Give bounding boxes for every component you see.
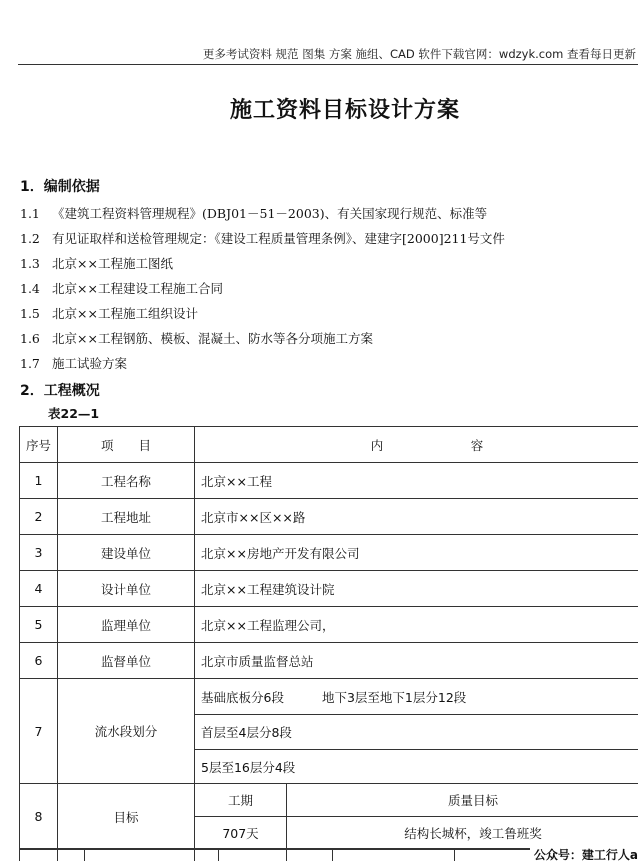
row-item: 目标 — [58, 784, 195, 850]
list-item — [20, 353, 505, 378]
target-quality-header: 质量目标 — [287, 784, 638, 817]
table-row — [20, 784, 638, 817]
item-number: 1.6 — [20, 328, 52, 350]
flow-section-line-3: 5层至16层分4段 — [195, 750, 638, 784]
item-text: 北京××工程建设工程施工合同 — [52, 281, 223, 296]
item-text: 有见证取样和送检管理规定：《建设工程质量管理条例》、建建字[2000]211号文件 — [52, 231, 505, 246]
list-item — [20, 253, 505, 278]
page-title: 施工资料目标设计方案 — [0, 93, 638, 124]
item-text: 北京××工程钢筋、模板、混凝土、防水等各分项施工方案 — [52, 331, 373, 346]
item-number: 1.2 — [20, 228, 52, 250]
flow-section-foundation: 基础底板分6段 — [201, 690, 284, 705]
target-period-header: 工期 — [195, 784, 287, 817]
list-item — [20, 228, 505, 253]
project-overview-table — [19, 426, 638, 850]
row-num: 3 — [20, 535, 58, 571]
header-item: 项 目 — [58, 427, 195, 463]
row-num: 4 — [20, 571, 58, 607]
header-num: 序号 — [20, 427, 58, 463]
item-text: 北京××工程施工图纸 — [52, 256, 173, 271]
row-item: 设计单位 — [58, 571, 195, 607]
row-item: 工程地址 — [58, 499, 195, 535]
item-number: 1.4 — [20, 278, 52, 300]
table-label: 表22—1 — [48, 404, 99, 422]
item-text: 北京××工程施工组织设计 — [52, 306, 198, 321]
row-num: 2 — [20, 499, 58, 535]
flow-section-line-1 — [195, 679, 638, 715]
row-num: 8 — [20, 784, 58, 850]
basis-list — [20, 203, 505, 378]
header-rule — [18, 64, 638, 65]
table-row — [20, 643, 638, 679]
target-quality-value: 结构长城杯，竣工鲁班奖 — [287, 817, 638, 850]
list-item — [20, 203, 505, 228]
section-1-heading: 1．编制依据 — [20, 176, 100, 196]
row-content: 北京市××区××路 — [195, 499, 638, 535]
table-row — [20, 535, 638, 571]
section-2-heading: 2．工程概况 — [20, 380, 100, 400]
table-header-row — [20, 427, 638, 463]
table-row — [20, 463, 638, 499]
list-item — [20, 278, 505, 303]
flow-section-basement: 地下3层至地下1层分12段 — [322, 690, 466, 705]
header-note: 更多考试资料 规范 图集 方案 施组、CAD 软件下载官网：wdzyk.com 查看每日更新 — [203, 46, 636, 62]
list-item — [20, 303, 505, 328]
row-item: 监理单位 — [58, 607, 195, 643]
row-item: 工程名称 — [58, 463, 195, 499]
item-number: 1.1 — [20, 203, 52, 225]
row-num: 5 — [20, 607, 58, 643]
list-item — [20, 328, 505, 353]
flow-section-line-2: 首层至4层分8段 — [195, 715, 638, 750]
table-row — [20, 607, 638, 643]
table-row — [20, 679, 638, 715]
footer-watermark-note: 公众号：建工行人a — [530, 846, 638, 863]
row-num: 7 — [20, 679, 58, 784]
item-text: 施工试验方案 — [52, 356, 127, 371]
row-num: 6 — [20, 643, 58, 679]
row-content: 北京市质量监督总站 — [195, 643, 638, 679]
item-text: 《建筑工程资料管理规程》(DBJ01－51－2003)、有关国家现行规范、标准等 — [52, 206, 487, 221]
row-content: 北京××工程监理公司， — [195, 607, 638, 643]
row-item: 流水段划分 — [58, 679, 195, 784]
item-number: 1.7 — [20, 353, 52, 375]
row-content: 北京××工程建筑设计院 — [195, 571, 638, 607]
item-number: 1.3 — [20, 253, 52, 275]
item-number: 1.5 — [20, 303, 52, 325]
row-item: 监督单位 — [58, 643, 195, 679]
target-period-value: 707天 — [195, 817, 287, 850]
row-content: 北京××工程 — [195, 463, 638, 499]
table-row — [20, 499, 638, 535]
row-content: 北京××房地产开发有限公司 — [195, 535, 638, 571]
table-row — [20, 571, 638, 607]
header-content: 内 容 — [195, 427, 638, 463]
row-num: 1 — [20, 463, 58, 499]
row-item: 建设单位 — [58, 535, 195, 571]
